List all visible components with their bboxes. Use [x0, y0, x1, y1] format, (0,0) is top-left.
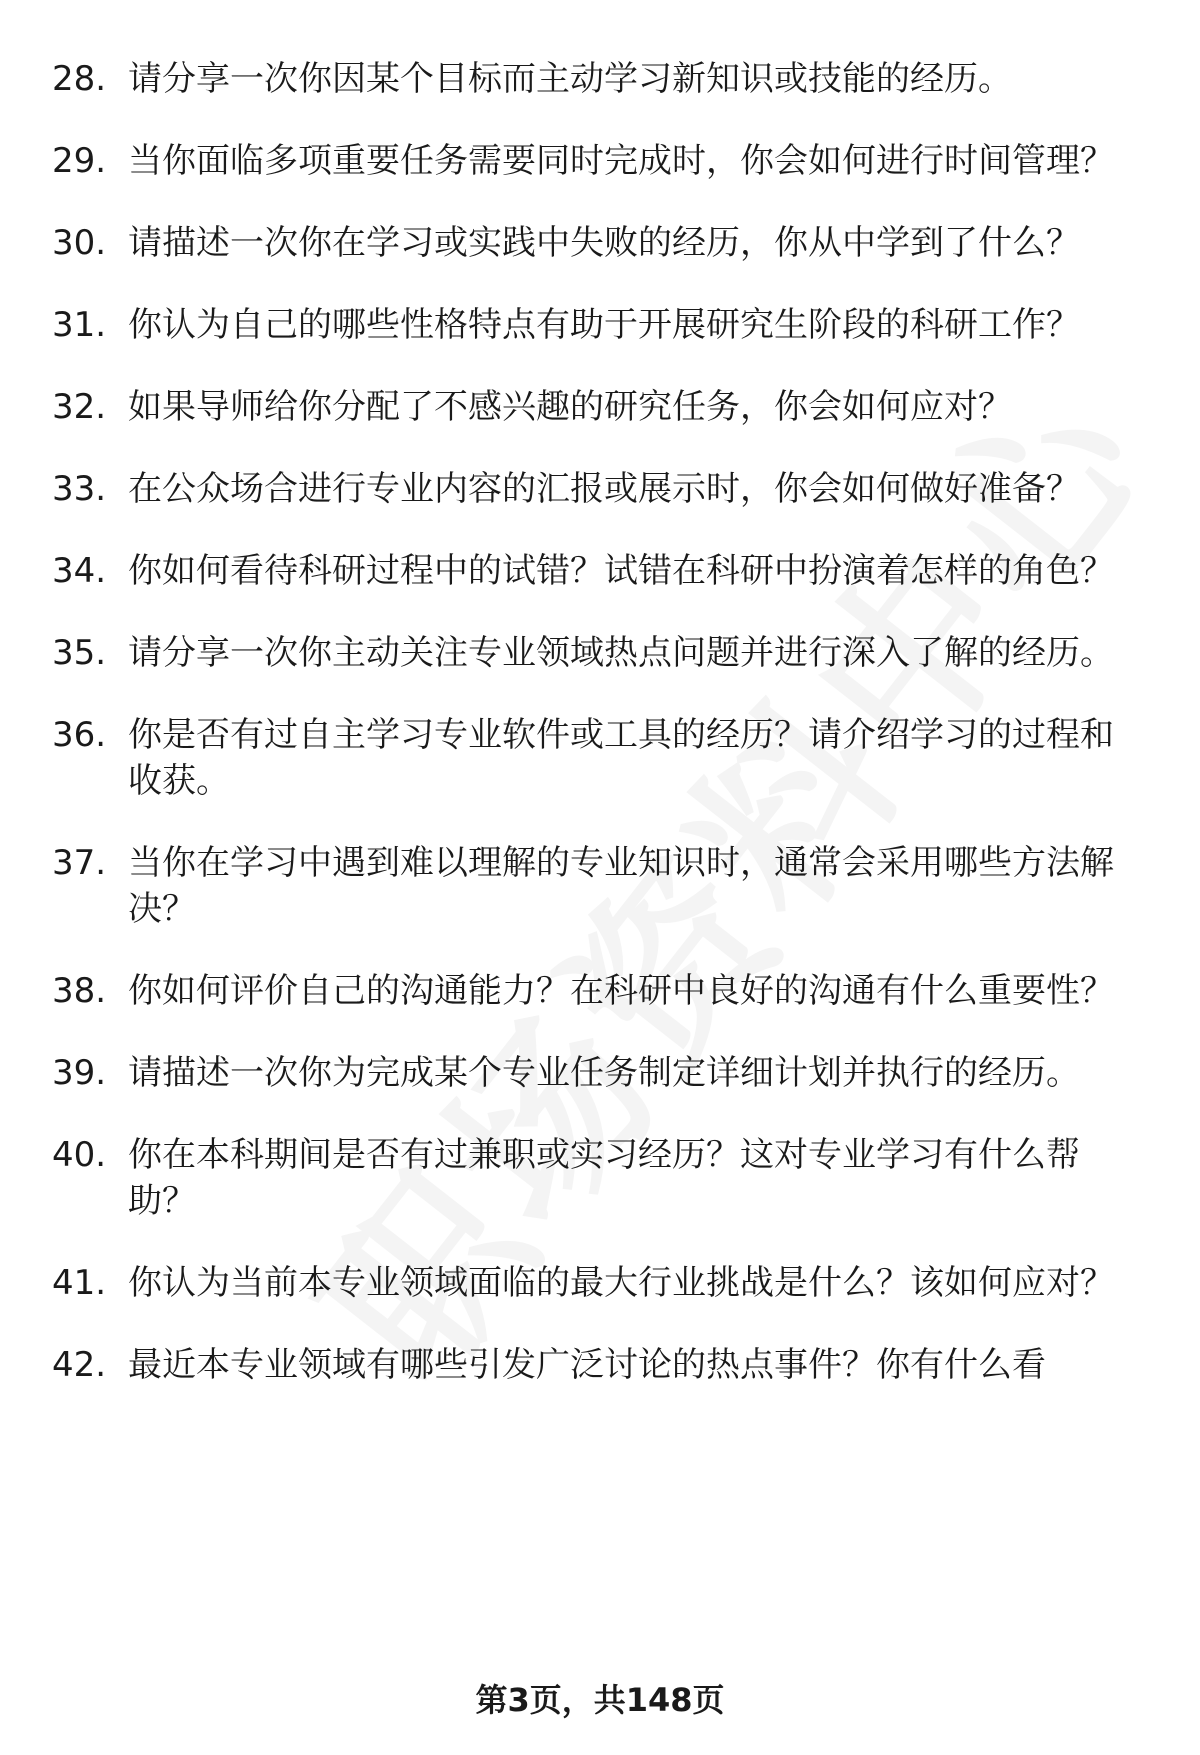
question-number: 34. [52, 551, 107, 591]
question-text: 你是否有过自主学习专业软件或工具的经历？请介绍学习的过程和收获。 [128, 715, 1114, 801]
question-number: 35. [52, 633, 107, 673]
question-item-33 [0, 466, 1138, 512]
question-item-29 [0, 138, 1138, 184]
question-number: 36. [52, 715, 107, 755]
question-text: 你认为当前本专业领域面临的最大行业挑战是什么？该如何应对？ [128, 1263, 1114, 1303]
question-item-38 [0, 968, 1138, 1014]
question-number: 28. [52, 59, 107, 99]
question-text: 你认为自己的哪些性格特点有助于开展研究生阶段的科研工作？ [128, 305, 1080, 345]
question-number: 42. [52, 1345, 107, 1385]
question-item-41 [0, 1260, 1138, 1306]
question-text: 请分享一次你主动关注专业领域热点问题并进行深入了解的经历。 [128, 633, 1114, 673]
question-item-36 [0, 712, 1138, 804]
question-number: 38. [52, 971, 107, 1011]
question-text: 当你在学习中遇到难以理解的专业知识时，通常会采用哪些方法解决？ [128, 843, 1114, 929]
question-text: 请分享一次你因某个目标而主动学习新知识或技能的经历。 [128, 59, 1012, 99]
question-item-31 [0, 302, 1138, 348]
question-text: 请描述一次你为完成某个专业任务制定详细计划并执行的经历。 [128, 1053, 1080, 1093]
question-text: 你如何看待科研过程中的试错？试错在科研中扮演着怎样的角色？ [128, 551, 1114, 591]
question-number: 41. [52, 1263, 107, 1303]
question-number: 39. [52, 1053, 107, 1093]
page-number-label: 第3页，共148页 [475, 1681, 725, 1719]
question-text: 最近本专业领域有哪些引发广泛讨论的热点事件？你有什么看 [128, 1345, 1046, 1385]
question-number: 40. [52, 1135, 107, 1175]
question-item-35 [0, 630, 1138, 676]
question-item-40 [0, 1132, 1138, 1224]
question-list [0, 56, 1200, 1424]
question-text: 你在本科期间是否有过兼职或实习经历？这对专业学习有什么帮助？ [128, 1135, 1080, 1221]
question-item-37 [0, 840, 1138, 932]
question-item-30 [0, 220, 1138, 266]
question-number: 29. [52, 141, 107, 181]
question-text: 你如何评价自己的沟通能力？在科研中良好的沟通有什么重要性？ [128, 971, 1114, 1011]
question-text: 当你面临多项重要任务需要同时完成时，你会如何进行时间管理？ [128, 141, 1114, 181]
question-number: 32. [52, 387, 107, 427]
question-item-32 [0, 384, 1138, 430]
question-number: 37. [52, 843, 107, 883]
question-item-42 [0, 1342, 1138, 1388]
question-item-34 [0, 548, 1138, 594]
question-text: 请描述一次你在学习或实践中失败的经历，你从中学到了什么？ [128, 223, 1080, 263]
question-number: 33. [52, 469, 107, 509]
question-text: 在公众场合进行专业内容的汇报或展示时，你会如何做好准备？ [128, 469, 1080, 509]
question-item-28 [0, 56, 1138, 102]
page-footer [0, 1678, 1200, 1722]
question-number: 31. [52, 305, 107, 345]
question-item-39 [0, 1050, 1138, 1096]
question-number: 30. [52, 223, 107, 263]
question-text: 如果导师给你分配了不感兴趣的研究任务，你会如何应对？ [128, 387, 1012, 427]
